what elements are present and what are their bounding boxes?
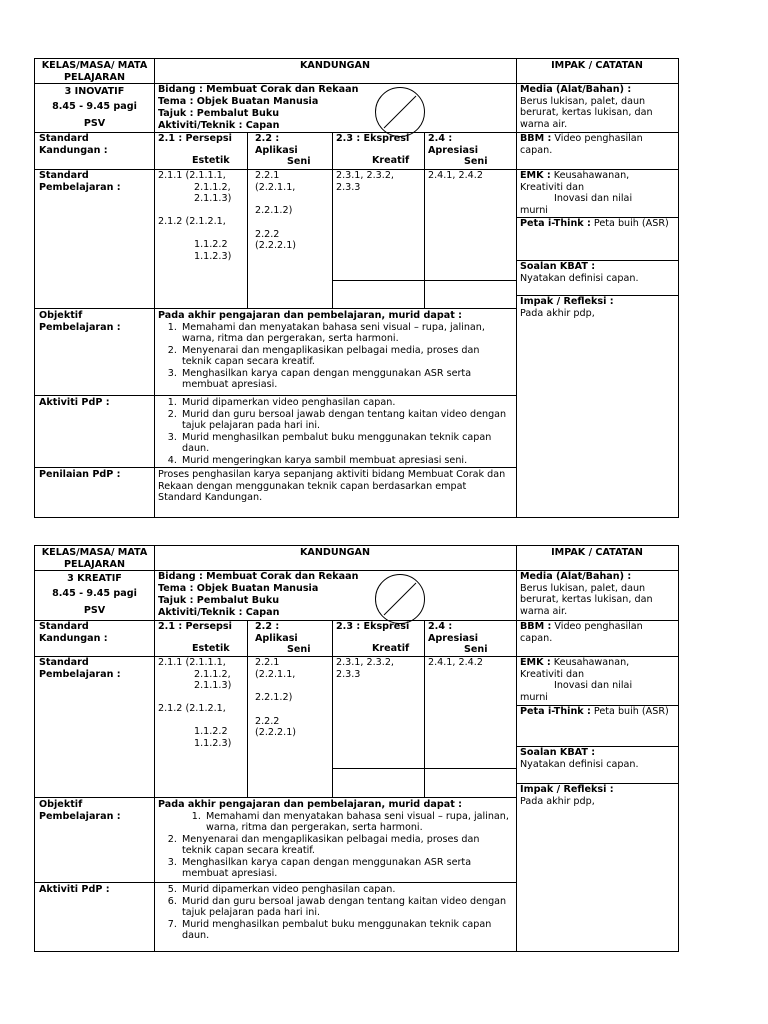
kelas-header: KELAS/MASA/ MATA PELAJARAN (41, 60, 148, 83)
kbat-label: Soalan KBAT : (520, 747, 596, 758)
sk-4 (424, 620, 516, 657)
sp-line: 2.2.1 (255, 170, 280, 181)
class-info (35, 571, 154, 619)
emk-cell (516, 169, 678, 217)
aktiviti-cell (154, 883, 516, 943)
sp-col-4: 2.4.1, 2.4.2 (428, 657, 483, 668)
list-item: 1. Murid dipamerkan video penghasilan capan. (180, 397, 512, 409)
sp-line: 2.2.2 (255, 228, 280, 240)
refleksi-text: Pada akhir pdp, (520, 307, 595, 319)
topic-info (154, 83, 516, 133)
sp-line: 2.1.1 (2.1.1.1, (158, 170, 226, 181)
sk-2 (247, 620, 332, 657)
sp-line: 2.1.1 (2.1.1.1, (158, 657, 226, 668)
emk-text: Keusahawanan, Kreativiti dan (520, 170, 630, 193)
sp-line: (2.2.1.1, (255, 181, 296, 193)
sk-1-code: 2.1 : Persepsi (158, 621, 232, 632)
subject: PSV (83, 118, 106, 129)
list-item: 2. Menyenarai dan mengaplikasikan pelbagai media, proses dan teknik capan secara kreatif. (180, 345, 512, 368)
sp-line: 2.2.1 (255, 657, 280, 668)
kandungan-header: KANDUNGAN (300, 547, 370, 558)
media-text: Berus lukisan, palet, daun berurat, kertas lukisan, dan warna air. (520, 95, 653, 130)
kelas-header: KELAS/MASA/ MATA PELAJARAN (41, 547, 148, 570)
ithink-text: Peta buih (ASR) (593, 218, 669, 229)
sp-line: 2.1.1.3) (194, 680, 232, 691)
bidang: Bidang : Membuat Corak dan Rekaan (158, 571, 359, 582)
sk-1-code: 2.1 : Persepsi (158, 133, 232, 144)
sk-4-name: Seni (464, 644, 488, 655)
objektif-intro: Pada akhir pengajaran dan pembelajaran, murid dapat : (158, 310, 462, 321)
tema: Tema : Objek Buatan Manusia (158, 96, 319, 107)
media-cell (516, 570, 678, 618)
sk-1-name: Estetik (192, 642, 230, 654)
sp-line: 2.2.1.2) (255, 205, 293, 216)
class-time: 8.45 - 9.45 pagi (52, 588, 137, 599)
aktiviti-label: Aktiviti PdP : (39, 397, 110, 408)
media-cell (516, 83, 678, 131)
kbat-cell (516, 260, 678, 285)
kandungan-header: KANDUNGAN (300, 60, 370, 71)
bbm-cell (516, 132, 678, 157)
list-item: 3. Murid menghasilkan pembalut buku menggunakan teknik capan daun. (180, 432, 512, 455)
aktiviti-cell (154, 396, 516, 467)
objektif-list (158, 811, 512, 880)
refleksi-cell (516, 295, 678, 320)
kbat-cell (516, 746, 678, 771)
sk-label: Standard Kandungan : (39, 133, 108, 156)
bbm-text: Video penghasilan capan. (520, 621, 643, 644)
list-item: 3. Menghasilkan karya capan dengan menggunakan ASR serta membuat apresiasi. (180, 857, 512, 880)
sp-line: 1.1.2.2 (194, 239, 228, 250)
refleksi-label: Impak / Refleksi : (520, 784, 614, 795)
sp-line: 2.1.1.2, (194, 181, 231, 193)
emk-label: EMK : (520, 170, 551, 181)
kbat-label: Soalan KBAT : (520, 261, 596, 272)
sk-label: Standard Kandungan : (39, 621, 108, 644)
refleksi-cell (516, 783, 678, 808)
kbat-text: Nyatakan definisi capan. (520, 758, 639, 770)
class-name: 3 KREATIF (67, 573, 122, 584)
sp-line: 2.1.2 (2.1.2.1, (158, 215, 226, 227)
ithink-label: Peta i-Think : (520, 218, 591, 229)
sk-2-name: Seni (287, 156, 311, 167)
sk-2-code: 2.2 : Aplikasi (255, 621, 298, 644)
list-item: 7. Murid menghasilkan pembalut buku menggunakan teknik capan daun. (180, 919, 512, 942)
tajuk: Tajuk : Pembalut Buku (158, 595, 280, 606)
list-item: 4. Murid mengeringkan karya sambil membuat apresiasi seni. (180, 455, 512, 467)
media-label: Media (Alat/Bahan) : (520, 84, 632, 95)
list-item: 2. Murid dan guru bersoal jawab dengan tentang kaitan video dengan tajuk pelajaran pada hari ini. (180, 409, 512, 432)
sp-col-2 (247, 169, 332, 253)
sk-4-name: Seni (464, 156, 488, 167)
objektif-intro: Pada akhir pengajaran dan pembelajaran, murid dapat : (158, 799, 462, 810)
emk-label: EMK : (520, 657, 551, 668)
sp-col-4: 2.4.1, 2.4.2 (428, 170, 483, 181)
sp-line: 2.2.2 (255, 715, 280, 727)
class-time: 8.45 - 9.45 pagi (52, 101, 137, 112)
sk-3 (332, 620, 424, 655)
subject: PSV (83, 605, 106, 616)
sp-line: (2.2.1.1, (255, 668, 296, 680)
bbm-label: BBM : (520, 133, 552, 144)
bbm-text: Video penghasilan capan. (520, 133, 643, 156)
ithink-cell (516, 217, 678, 231)
sk-3-code: 2.3 : Ekspresi (336, 133, 410, 144)
sp-label: Standard Pembelajaran : (39, 657, 121, 680)
sk-3 (332, 132, 424, 167)
sk-4 (424, 132, 516, 169)
objektif-cell (154, 798, 516, 881)
sk-3-name: Kreatif (372, 642, 410, 654)
emk-text-3: murni (520, 691, 548, 703)
class-name: 3 INOVATIF (64, 86, 125, 97)
sp-line: 2.1.1.2, (194, 668, 231, 680)
impak-header: IMPAK / CATATAN (551, 60, 643, 71)
kbat-text: Nyatakan definisi capan. (520, 272, 639, 284)
list-item: 3. Menghasilkan karya capan dengan menggunakan ASR serta membuat apresiasi. (180, 368, 512, 391)
sp-label: Standard Pembelajaran : (39, 170, 121, 193)
lesson-plan-table-2 (34, 545, 679, 952)
tema: Tema : Objek Buatan Manusia (158, 583, 319, 594)
list-item: 2. Menyenarai dan mengaplikasikan pelbagai media, proses dan teknik capan secara kreatif. (180, 834, 512, 857)
impak-header: IMPAK / CATATAN (551, 547, 643, 558)
bbm-label: BBM : (520, 621, 552, 632)
refleksi-label: Impak / Refleksi : (520, 296, 614, 307)
sk-1 (154, 132, 247, 167)
bbm-cell (516, 620, 678, 645)
topic-info (154, 570, 516, 620)
ithink-label: Peta i-Think : (520, 706, 591, 717)
sp-col-1 (154, 169, 247, 263)
no-entry-icon (375, 87, 425, 137)
list-item: 6. Murid dan guru bersoal jawab dengan tentang kaitan video dengan tajuk pelajaran pada hari ini. (180, 896, 512, 919)
ithink-text: Peta buih (ASR) (593, 706, 669, 717)
objektif-label: Objektif Pembelajaran : (39, 310, 121, 333)
emk-cell (516, 656, 678, 704)
media-text: Berus lukisan, palet, daun berurat, kertas lukisan, dan warna air. (520, 582, 653, 617)
sp-line: 2.2.1.2) (255, 692, 293, 703)
emk-text-3: murni (520, 204, 548, 216)
media-label: Media (Alat/Bahan) : (520, 571, 632, 582)
sk-3-name: Kreatif (372, 154, 410, 166)
objektif-cell (154, 309, 516, 392)
sk-2-code: 2.2 : Aplikasi (255, 133, 298, 156)
sp-col-2 (247, 656, 332, 740)
list-item: 5. Murid dipamerkan video penghasilan capan. (180, 884, 512, 896)
sk-1 (154, 620, 247, 655)
sp-col-1 (154, 656, 247, 750)
aktiviti-teknik: Aktiviti/Teknik : Capan (158, 607, 280, 618)
penilaian-text: Proses penghasilan karya sepanjang aktiviti bidang Membuat Corak dan Rekaan dengan menggunakan teknik capan berdasarkan empat Standard Kandungan. (158, 469, 506, 503)
list-item: 1. Memahami dan menyatakan bahasa seni visual – rupa, jalinan, warna, ritma dan pergerakan, serta harmoni. (204, 811, 512, 834)
sp-line: 1.1.2.3) (194, 250, 232, 262)
emk-text: Keusahawanan, Kreativiti dan (520, 657, 630, 680)
aktiviti-label: Aktiviti PdP : (39, 884, 110, 895)
sk-4-code: 2.4 : Apresiasi (428, 621, 479, 644)
bidang: Bidang : Membuat Corak dan Rekaan (158, 84, 359, 95)
sk-4-code: 2.4 : Apresiasi (428, 133, 479, 156)
class-info (35, 84, 154, 132)
ithink-cell (516, 705, 678, 719)
objektif-label: Objektif Pembelajaran : (39, 799, 121, 822)
sk-2 (247, 132, 332, 169)
sp-col-3: 2.3.1, 2.3.2, 2.3.3 (336, 170, 394, 193)
sp-line: 1.1.2.2 (194, 726, 228, 737)
sp-line: (2.2.2.1) (255, 240, 297, 251)
sk-3-code: 2.3 : Ekspresi (336, 621, 410, 632)
tajuk: Tajuk : Pembalut Buku (158, 108, 280, 119)
list-item: 1. Memahami dan menyatakan bahasa seni visual – rupa, jalinan, warna, ritma dan pergerakan, serta harmoni. (180, 322, 512, 345)
aktiviti-list (158, 884, 512, 942)
aktiviti-list (158, 397, 512, 466)
sp-line: 1.1.2.3) (194, 737, 232, 749)
sk-2-name: Seni (287, 644, 311, 655)
objektif-list (158, 322, 512, 391)
sp-line: 2.1.2 (2.1.2.1, (158, 702, 226, 714)
lesson-plan-table-1 (34, 58, 679, 518)
emk-text-2: Inovasi dan nilai (554, 680, 633, 691)
sp-col-3: 2.3.1, 2.3.2, 2.3.3 (336, 657, 394, 680)
refleksi-text: Pada akhir pdp, (520, 795, 595, 807)
sp-line: (2.2.2.1) (255, 727, 297, 738)
penilaian-label: Penilaian PdP : (39, 469, 121, 480)
emk-text-2: Inovasi dan nilai (554, 193, 633, 204)
sp-line: 2.1.1.3) (194, 193, 232, 204)
sk-1-name: Estetik (192, 154, 230, 166)
aktiviti-teknik: Aktiviti/Teknik : Capan (158, 120, 280, 131)
no-entry-icon (375, 574, 425, 624)
